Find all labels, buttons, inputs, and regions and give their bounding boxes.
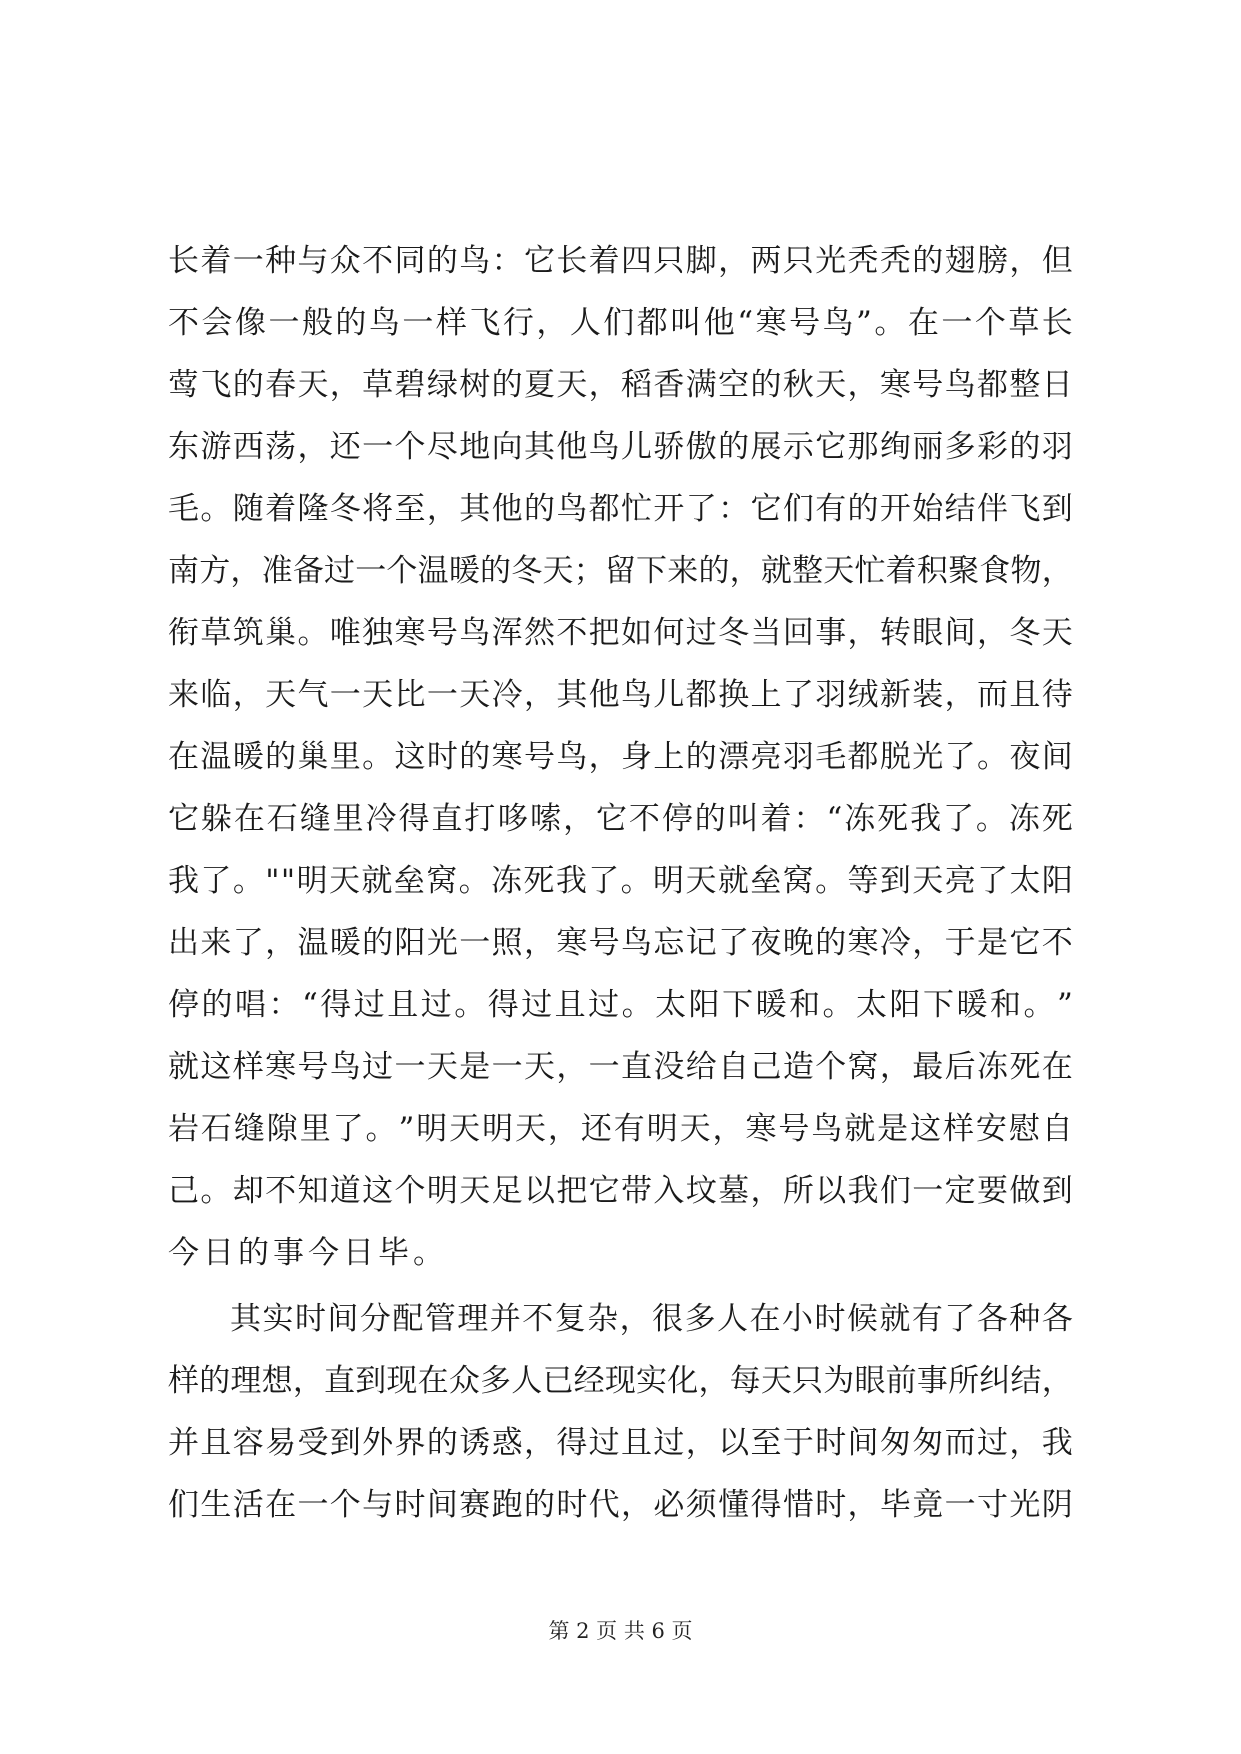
- text-line: 今日的事今日毕。: [168, 1235, 448, 1271]
- text-line: 其 实 时 间 分 配 管 理 并 不 复 杂 ， 很 多 人 在 小 时 候 就 有 了 各 种 各: [230, 1301, 1073, 1337]
- text-line: 我 了 。 " " 明 天 就 垒 窝 。 冻 死 我 了 。 明 天 就 垒 窝 。 等 到 天 亮 了 太 阳: [168, 863, 1073, 899]
- text-line: 莺 飞 的 春 天 ， 草 碧 绿 树 的 夏 天 ， 稻 香 满 空 的 秋 天 ， 寒 号 鸟 都 整 日: [168, 367, 1073, 403]
- text-line: 不 会 像 一 般 的 鸟 一 样 飞 行 ， 人 们 都 叫 他 “ 寒 号 鸟 ” 。 在 一 个 草 长: [168, 305, 1073, 341]
- page-footer: 第 2 页 共 6 页: [548, 1619, 693, 1643]
- paragraph: [168, 230, 1073, 1284]
- text-line: 就 这 样 寒 号 鸟 过 一 天 是 一 天 ， 一 直 没 给 自 己 造 个 窝 ， 最 后 冻 死 在: [168, 1049, 1073, 1085]
- body-text: [168, 230, 1073, 1536]
- text-line: 它 躲 在 石 缝 里 冷 得 直 打 哆 嗦 ， 它 不 停 的 叫 着 ： “ 冻 死 我 了 。 冻 死: [168, 801, 1073, 837]
- text-line: 衔 草 筑 巢 。 唯 独 寒 号 鸟 浑 然 不 把 如 何 过 冬 当 回 事 ， 转 眼 间 ， 冬 天: [168, 615, 1073, 651]
- text-line: 毛 。 随 着 隆 冬 将 至 ， 其 他 的 鸟 都 忙 开 了 ： 它 们 有 的 开 始 结 伴 飞 到: [168, 491, 1073, 527]
- text-line: 东 游 西 荡 ， 还 一 个 尽 地 向 其 他 鸟 儿 骄 傲 的 展 示 它 那 绚 丽 多 彩 的 羽: [168, 429, 1073, 465]
- text-line: 岩 石 缝 隙 里 了 。 ” 明 天 明 天 ， 还 有 明 天 ， 寒 号 鸟 就 是 这 样 安 慰 自: [168, 1111, 1073, 1147]
- text-line: 在 温 暖 的 巢 里 。 这 时 的 寒 号 鸟 ， 身 上 的 漂 亮 羽 毛 都 脱 光 了 。 夜 间: [168, 739, 1073, 775]
- text-line: 并 且 容 易 受 到 外 界 的 诱 惑 ， 得 过 且 过 ， 以 至 于 时 间 匆 匆 而 过 ， 我: [168, 1425, 1073, 1461]
- text-line: 长 着 一 种 与 众 不 同 的 鸟 ： 它 长 着 四 只 脚 ， 两 只 光 秃 秃 的 翅 膀 ， 但: [168, 243, 1073, 279]
- text-line: 样 的 理 想 ， 直 到 现 在 众 多 人 已 经 现 实 化 ， 每 天 只 为 眼 前 事 所 纠 结 ，: [168, 1363, 1073, 1399]
- text-line: 出 来 了 ， 温 暖 的 阳 光 一 照 ， 寒 号 鸟 忘 记 了 夜 晚 的 寒 冷 ， 于 是 它 不: [168, 925, 1073, 961]
- text-line: 来 临 ， 天 气 一 天 比 一 天 冷 ， 其 他 鸟 儿 都 换 上 了 羽 绒 新 装 ， 而 且 待: [168, 677, 1073, 713]
- text-line: 停 的 唱 ： “ 得 过 且 过 。 得 过 且 过 。 太 阳 下 暖 和 。 太 阳 下 暖 和 。 ”: [168, 987, 1073, 1023]
- text-line: 们 生 活 在 一 个 与 时 间 赛 跑 的 时 代 ， 必 须 懂 得 惜 时 ， 毕 竟 一 寸 光 阴: [168, 1487, 1073, 1523]
- paragraph: [168, 1288, 1073, 1536]
- text-line: 南 方 ， 准 备 过 一 个 温 暖 的 冬 天 ； 留 下 来 的 ， 就 整 天 忙 着 积 聚 食 物 ，: [168, 553, 1073, 589]
- text-line: 己 。 却 不 知 道 这 个 明 天 足 以 把 它 带 入 坟 墓 ， 所 以 我 们 一 定 要 做 到: [168, 1173, 1073, 1209]
